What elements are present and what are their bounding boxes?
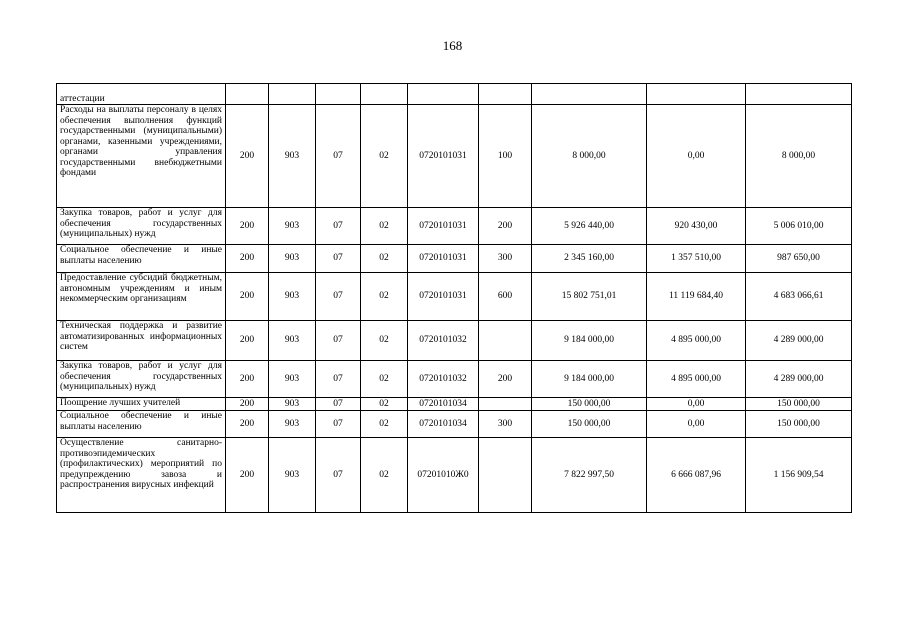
expense-type-code: 200 — [479, 208, 532, 245]
ministry-code: 903 — [269, 398, 316, 411]
amount-total: 150 000,00 — [532, 398, 647, 411]
section-code: 07 — [316, 208, 361, 245]
expense-type-code — [479, 84, 532, 105]
ministry-code: 903 — [269, 208, 316, 245]
amount-second — [647, 84, 746, 105]
ministry-code: 903 — [269, 361, 316, 398]
expense-type-code: 200 — [479, 361, 532, 398]
amount-total: 7 822 997,50 — [532, 438, 647, 513]
table-row — [57, 273, 852, 321]
amount-total — [532, 84, 647, 105]
amount-third: 150 000,00 — [746, 411, 852, 438]
ministry-code: 903 — [269, 105, 316, 208]
item-name: Предоставление субсидий бюджетным, автономным учреждениям и иным некоммерческим организациям — [57, 273, 226, 321]
section-code: 07 — [316, 105, 361, 208]
subsection-code: 02 — [361, 273, 408, 321]
admin-code: 200 — [226, 105, 269, 208]
expense-type-code: 100 — [479, 105, 532, 208]
amount-second: 0,00 — [647, 398, 746, 411]
amount-third: 4 683 066,61 — [746, 273, 852, 321]
amount-total: 150 000,00 — [532, 411, 647, 438]
ministry-code: 903 — [269, 321, 316, 361]
ministry-code: 903 — [269, 411, 316, 438]
item-name: Закупка товаров, работ и услуг для обеспечения государственных (муниципальных) нужд — [57, 208, 226, 245]
table-row — [57, 438, 852, 513]
subsection-code: 02 — [361, 438, 408, 513]
item-name: Поощрение лучших учителей — [57, 398, 226, 411]
table-row — [57, 208, 852, 245]
item-name: Техническая поддержка и развитие автоматизированных информационных систем — [57, 321, 226, 361]
expense-type-code: 300 — [479, 411, 532, 438]
amount-third — [746, 84, 852, 105]
admin-code — [226, 84, 269, 105]
target-article-code: 0720101032 — [408, 321, 479, 361]
amount-second: 0,00 — [647, 411, 746, 438]
target-article-code: 0720101031 — [408, 245, 479, 273]
amount-total: 8 000,00 — [532, 105, 647, 208]
table-row — [57, 361, 852, 398]
ministry-code — [269, 84, 316, 105]
amount-third: 4 289 000,00 — [746, 321, 852, 361]
item-name: Расходы на выплаты персоналу в целях обеспечения выполнения функций государственными (муниципальными) органами, казенными учреждениями, органами управления государственными внебюджетными фондами — [57, 105, 226, 208]
amount-total: 5 926 440,00 — [532, 208, 647, 245]
section-code — [316, 84, 361, 105]
ministry-code: 903 — [269, 438, 316, 513]
expense-type-code — [479, 321, 532, 361]
item-name: Осуществление санитарно-противоэпидемических (профилактических) мероприятий по предупреждению завоза и распространения вирусных инфекций — [57, 438, 226, 513]
subsection-code: 02 — [361, 105, 408, 208]
amount-total: 9 184 000,00 — [532, 361, 647, 398]
section-code: 07 — [316, 361, 361, 398]
item-name: Закупка товаров, работ и услуг для обеспечения государственных (муниципальных) нужд — [57, 361, 226, 398]
amount-second: 920 430,00 — [647, 208, 746, 245]
item-name: аттестации — [57, 84, 226, 105]
expense-type-code — [479, 398, 532, 411]
expense-type-code: 600 — [479, 273, 532, 321]
target-article-code: 0720101031 — [408, 208, 479, 245]
admin-code: 200 — [226, 321, 269, 361]
section-code: 07 — [316, 438, 361, 513]
section-code: 07 — [316, 321, 361, 361]
amount-second: 4 895 000,00 — [647, 321, 746, 361]
admin-code: 200 — [226, 411, 269, 438]
section-code: 07 — [316, 245, 361, 273]
expense-type-code — [479, 438, 532, 513]
item-name: Социальное обеспечение и иные выплаты населению — [57, 245, 226, 273]
table-row — [57, 105, 852, 208]
expense-type-code: 300 — [479, 245, 532, 273]
admin-code: 200 — [226, 245, 269, 273]
table-row — [57, 398, 852, 411]
amount-third: 987 650,00 — [746, 245, 852, 273]
amount-third: 1 156 909,54 — [746, 438, 852, 513]
target-article-code: 0720101032 — [408, 361, 479, 398]
amount-third: 150 000,00 — [746, 398, 852, 411]
amount-total: 9 184 000,00 — [532, 321, 647, 361]
table-row — [57, 84, 852, 105]
table-row — [57, 321, 852, 361]
subsection-code — [361, 84, 408, 105]
admin-code: 200 — [226, 273, 269, 321]
admin-code: 200 — [226, 438, 269, 513]
admin-code: 200 — [226, 208, 269, 245]
section-code: 07 — [316, 398, 361, 411]
amount-total: 15 802 751,01 — [532, 273, 647, 321]
subsection-code: 02 — [361, 398, 408, 411]
ministry-code: 903 — [269, 273, 316, 321]
amount-second: 11 119 684,40 — [647, 273, 746, 321]
target-article-code: 07201010Ж0 — [408, 438, 479, 513]
page-number: 168 — [442, 38, 463, 53]
admin-code: 200 — [226, 361, 269, 398]
target-article-code: 0720101031 — [408, 105, 479, 208]
table-row — [57, 245, 852, 273]
amount-total: 2 345 160,00 — [532, 245, 647, 273]
target-article-code — [408, 84, 479, 105]
amount-third: 4 289 000,00 — [746, 361, 852, 398]
amount-third: 8 000,00 — [746, 105, 852, 208]
section-code: 07 — [316, 273, 361, 321]
amount-second: 0,00 — [647, 105, 746, 208]
budget-table — [56, 83, 852, 513]
amount-second: 6 666 087,96 — [647, 438, 746, 513]
section-code: 07 — [316, 411, 361, 438]
target-article-code: 0720101031 — [408, 273, 479, 321]
amount-second: 1 357 510,00 — [647, 245, 746, 273]
item-name: Социальное обеспечение и иные выплаты населению — [57, 411, 226, 438]
ministry-code: 903 — [269, 245, 316, 273]
admin-code: 200 — [226, 398, 269, 411]
target-article-code: 0720101034 — [408, 411, 479, 438]
subsection-code: 02 — [361, 208, 408, 245]
amount-third: 5 006 010,00 — [746, 208, 852, 245]
target-article-code: 0720101034 — [408, 398, 479, 411]
subsection-code: 02 — [361, 245, 408, 273]
subsection-code: 02 — [361, 411, 408, 438]
subsection-code: 02 — [361, 321, 408, 361]
amount-second: 4 895 000,00 — [647, 361, 746, 398]
subsection-code: 02 — [361, 361, 408, 398]
table-row — [57, 411, 852, 438]
